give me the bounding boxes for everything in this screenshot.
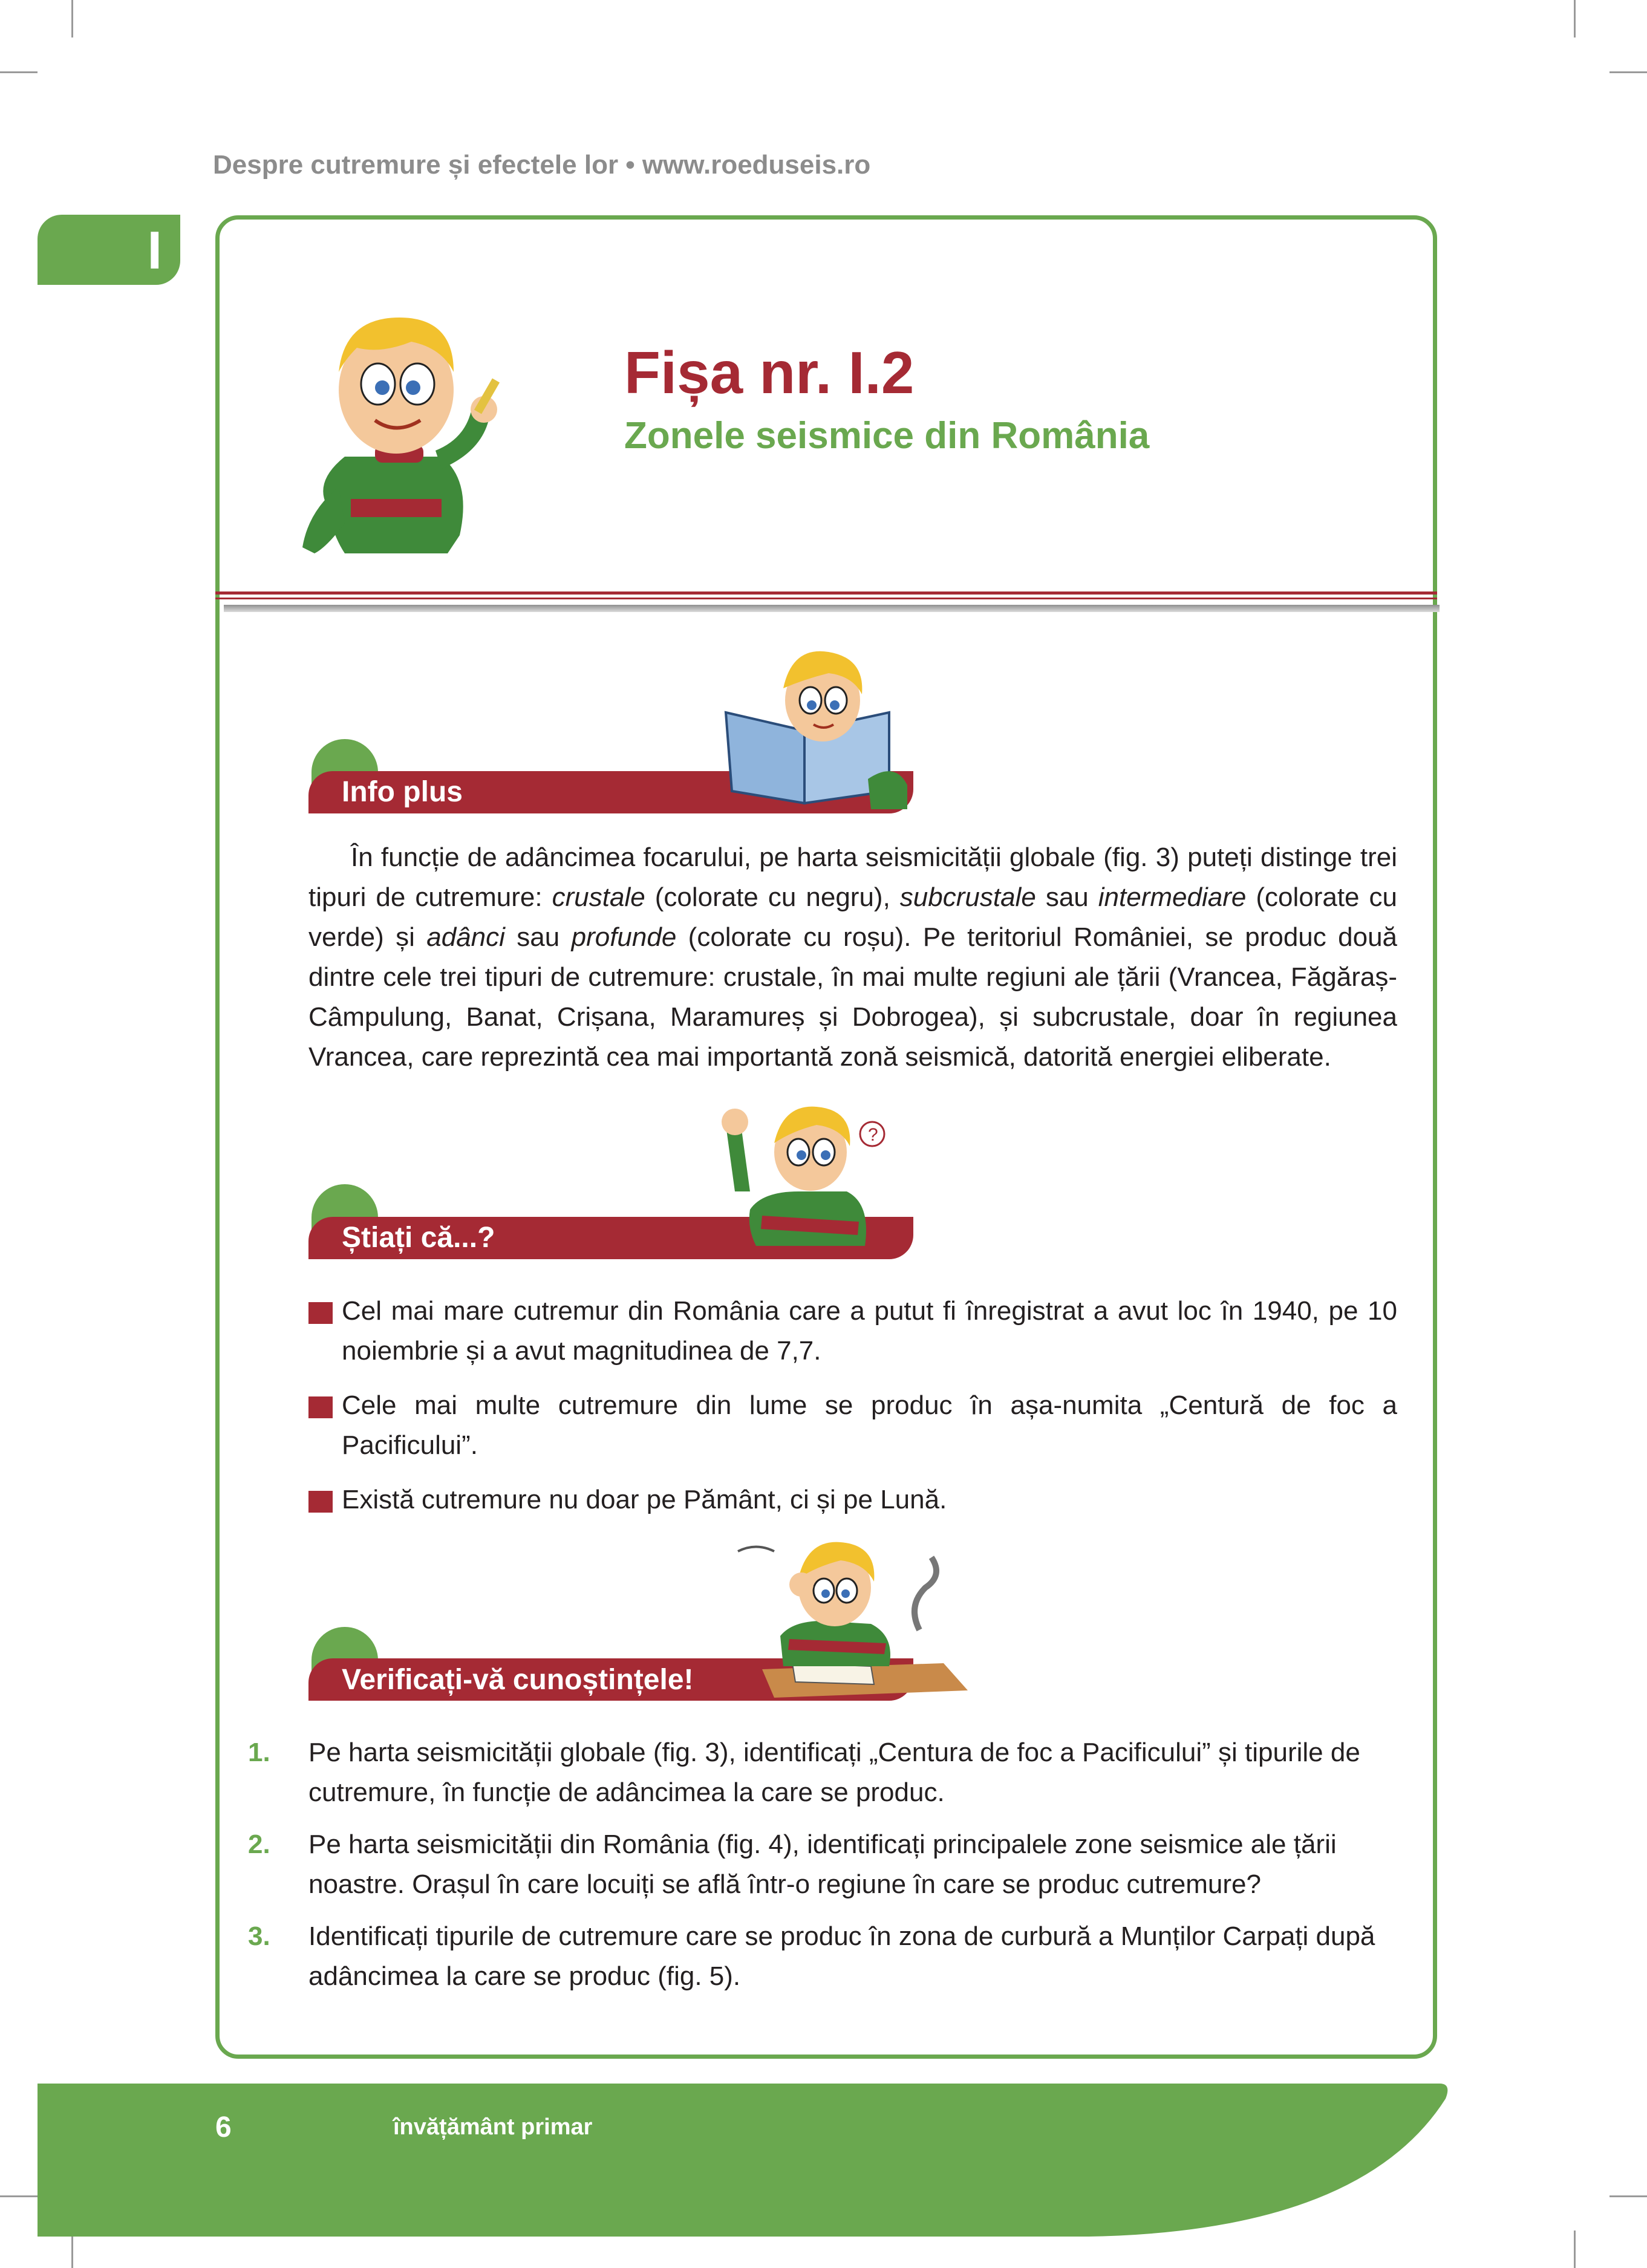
check-knowledge-list [248,1733,1397,2009]
bullet-square-icon [308,1491,333,1513]
crop-mark [71,0,73,37]
list-item [248,1825,1397,1905]
footer-label: învățământ primar [393,2114,593,2140]
question-text: Pe harta seismicității globale (fig. 3), identificați „Centura de foc a Pacificului” și tipurile de cutremure, în funcție de adâncimea la care se produc. [308,1738,1360,1807]
boy-thinking-illustration [726,1539,980,1703]
list-item: Cele mai multe cutremure din lume se produc în așa-numita „Centură de foc a Pacificului”. [308,1386,1397,1465]
question-number: 1. [248,1738,270,1767]
section-title-check-knowledge: Verificați-vă cunoștințele! [342,1664,694,1696]
title-divider-shadow [224,605,1440,612]
boy-reading-illustration [714,646,919,815]
question-number: 3. [248,1921,270,1951]
chapter-tab [38,215,180,285]
boy-waving-illustration [714,1101,895,1258]
svg-text:?: ? [868,1125,878,1145]
did-you-know-list [308,1291,1397,1534]
list-item [248,1917,1397,1996]
info-plus-paragraph: În funcție de adâncimea focarului, pe harta seismicității globale (fig. 3) puteți distinge trei tipuri de cutremure: crustale (colorate cu negru), subcrustale sau intermediare (colorate cu verde) și adânci sau profunde (colorate cu roșu). Pe teritoriul României, se produc două dintre cele trei tipuri de cutremure: crustale, în mai multe regiuni ale țării (Vrancea, Făgăraș-Câmpulung, Banat, Crișana, Maramureș și Dobrogea), și subcrustale, doar în regiunea Vrancea, care reprezintă cea mai importantă zonă seismică, datorită energiei eliberate. [308,842,1398,1072]
crop-mark [1574,0,1576,37]
footer-band [0,2081,1647,2268]
question-text: Pe harta seismicității din România (fig. 4), identificați principalele zone seismice ale țării noastre. Orașul în care locuiți se află într-o regiune în care se produc cutremure? [308,1830,1337,1899]
list-item: Cel mai mare cutremur din România care a putut fi înregistrat a avut loc în 1940, pe 10 noiembrie și a avut magnitudinea de 7,7. [308,1291,1397,1371]
worksheet-title: Fișa nr. I.2 [624,339,915,406]
question-text: Identificați tipurile de cutremure care se produc în zona de curbură a Munților Carpați după adâncimea la care se produc (fig. 5). [308,1921,1375,1991]
question-number: 2. [248,1830,270,1859]
list-item: Există cutremure nu doar pe Pământ, ci și pe Lună. [308,1480,1397,1520]
title-divider [215,591,1437,595]
section-title-did-you-know: Știați că...? [342,1222,495,1254]
title-divider [215,598,1437,599]
bullet-square-icon [308,1302,333,1324]
worksheet-subtitle: Zonele seismice din România [624,415,1150,457]
crop-mark [1609,71,1647,73]
section-title-info-plus: Info plus [342,776,463,808]
page-number: 6 [215,2111,232,2143]
list-item [248,1733,1397,1813]
crop-mark [0,71,38,73]
running-header: Despre cutremure și efectele lor • www.roeduseis.ro [213,150,871,180]
chapter-tab-label: I [147,220,162,280]
boy-pencil-illustration [290,305,508,565]
bullet-square-icon [308,1396,333,1418]
